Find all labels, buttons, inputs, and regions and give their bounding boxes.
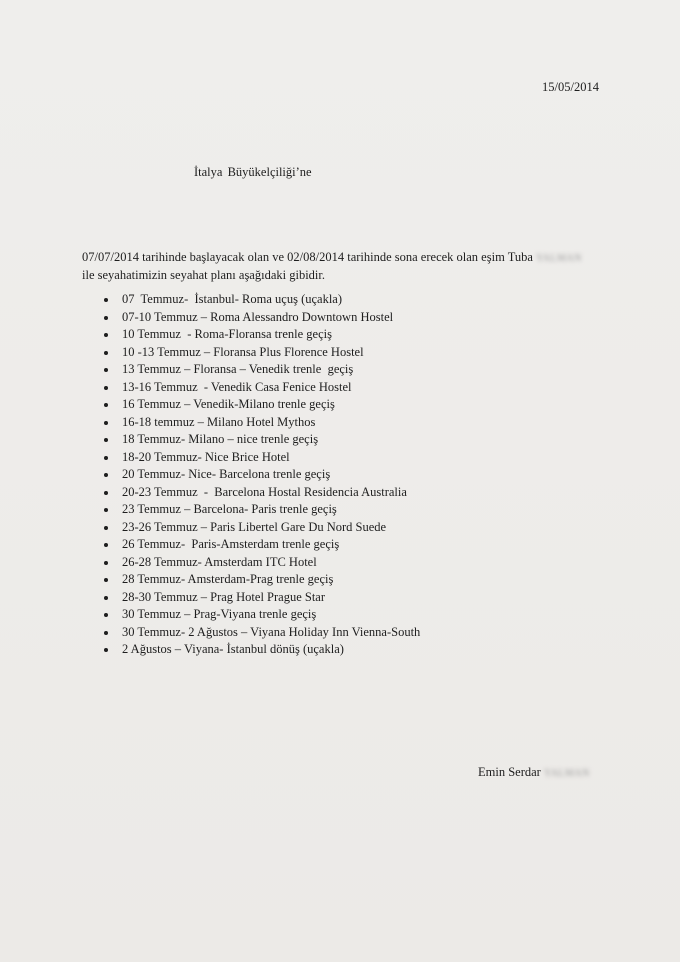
itinerary-item	[82, 431, 420, 449]
itinerary-item	[82, 414, 420, 432]
bullet-icon	[104, 298, 108, 302]
itinerary-item-text: 07 Temmuz- İstanbul- Roma uçuş (uçakla)	[122, 292, 343, 306]
itinerary-item	[82, 606, 420, 624]
bullet-icon	[104, 543, 108, 547]
itinerary-item	[82, 344, 420, 362]
redacted-surname: YALMAN	[536, 253, 582, 264]
itinerary-item	[82, 379, 420, 397]
bullet-icon	[104, 368, 108, 372]
bullet-icon	[104, 578, 108, 582]
bullet-icon	[104, 421, 108, 425]
itinerary-item-text: 13-16 Temmuz - Venedik Casa Fenice Hostel	[122, 379, 352, 394]
bullet-icon	[104, 316, 108, 320]
recipient-line: İtalya Büyükelçiliği’ne	[194, 165, 312, 179]
itinerary-item-text: 23-26 Temmuz – Paris Libertel Gare Du Nord Suede	[122, 519, 387, 534]
bullet-icon	[104, 648, 108, 652]
itinerary-item	[82, 641, 420, 659]
bullet-icon	[104, 473, 108, 477]
itinerary-item-text: 30 Temmuz- 2 Ağustos – Viyana Holiday Inn Vienna-South	[122, 624, 421, 639]
itinerary-item	[82, 449, 420, 467]
bullet-icon	[104, 386, 108, 390]
bullet-icon	[104, 456, 108, 460]
itinerary-item	[82, 501, 420, 519]
itinerary-item-text: 30 Temmuz – Prag-Viyana trenle geçiş	[122, 607, 317, 621]
intro-line-2: ile seyahatimizin seyahat planı aşağıdaki gibidir.	[82, 268, 325, 282]
bullet-icon	[104, 526, 108, 530]
itinerary-item-text: 13 Temmuz – Floransa – Venedik trenle geçiş	[122, 362, 354, 376]
itinerary-item-text: 28 Temmuz- Amsterdam-Prag trenle geçiş	[122, 572, 334, 586]
itinerary-item-text: 2 Ağustos – Viyana- İstanbul dönüş (uçakla)	[122, 642, 344, 656]
itinerary-item-text: 23 Temmuz – Barcelona- Paris trenle geçiş	[122, 502, 337, 516]
signature-redacted-surname: YALMAN	[543, 768, 590, 779]
itinerary-item-text: 28-30 Temmuz – Prag Hotel Prague Star	[122, 589, 326, 604]
itinerary-item-text: 18 Temmuz- Milano – nice trenle geçiş	[122, 432, 319, 446]
bullet-icon	[104, 351, 108, 355]
bullet-icon	[104, 403, 108, 407]
letter-date: 15/05/2014	[542, 80, 599, 94]
itinerary-item	[82, 571, 420, 589]
itinerary-item	[82, 536, 420, 554]
intro-line-1: 07/07/2014 tarihinde başlayacak olan ve 02/08/2014 tarihinde sona erecek olan eşim Tuba	[82, 250, 533, 264]
itinerary-item	[82, 466, 420, 484]
bullet-icon	[104, 333, 108, 337]
itinerary-item-text: 10 -13 Temmuz – Floransa Plus Florence Hostel	[122, 344, 364, 359]
itinerary-item	[82, 291, 420, 309]
itinerary-item-text: 20-23 Temmuz - Barcelona Hostal Residencia Australia	[122, 484, 407, 499]
itinerary-item-text: 16 Temmuz – Venedik-Milano trenle geçiş	[122, 397, 335, 411]
bullet-icon	[104, 561, 108, 565]
itinerary-item-text: 18-20 Temmuz- Nice Brice Hotel	[122, 449, 290, 464]
itinerary-item	[82, 519, 420, 537]
itinerary-item	[82, 554, 420, 572]
itinerary-item	[82, 309, 420, 327]
signature-name: Emin Serdar	[478, 765, 541, 779]
itinerary-item	[82, 484, 420, 502]
itinerary-item-text: 07-10 Temmuz – Roma Alessandro Downtown Hostel	[122, 309, 394, 324]
itinerary-item	[82, 589, 420, 607]
bullet-icon	[104, 631, 108, 635]
itinerary-item-text: 26-28 Temmuz- Amsterdam ITC Hotel	[122, 554, 317, 569]
bullet-icon	[104, 438, 108, 442]
itinerary-item	[82, 326, 420, 344]
signature	[478, 765, 590, 780]
itinerary-item	[82, 396, 420, 414]
itinerary-item-text: 16-18 temmuz – Milano Hotel Mythos	[122, 414, 316, 429]
itinerary-item-text: 10 Temmuz - Roma-Floransa trenle geçiş	[122, 327, 332, 341]
bullet-icon	[104, 596, 108, 600]
itinerary-item	[82, 624, 420, 642]
bullet-icon	[104, 508, 108, 512]
itinerary-item-text: 20 Temmuz- Nice- Barcelona trenle geçiş	[122, 467, 331, 481]
intro-paragraph	[82, 249, 622, 284]
itinerary-item-text: 26 Temmuz- Paris-Amsterdam trenle geçiş	[122, 537, 340, 551]
itinerary-item	[82, 361, 420, 379]
bullet-icon	[104, 491, 108, 495]
bullet-icon	[104, 613, 108, 617]
itinerary-list	[82, 291, 420, 659]
